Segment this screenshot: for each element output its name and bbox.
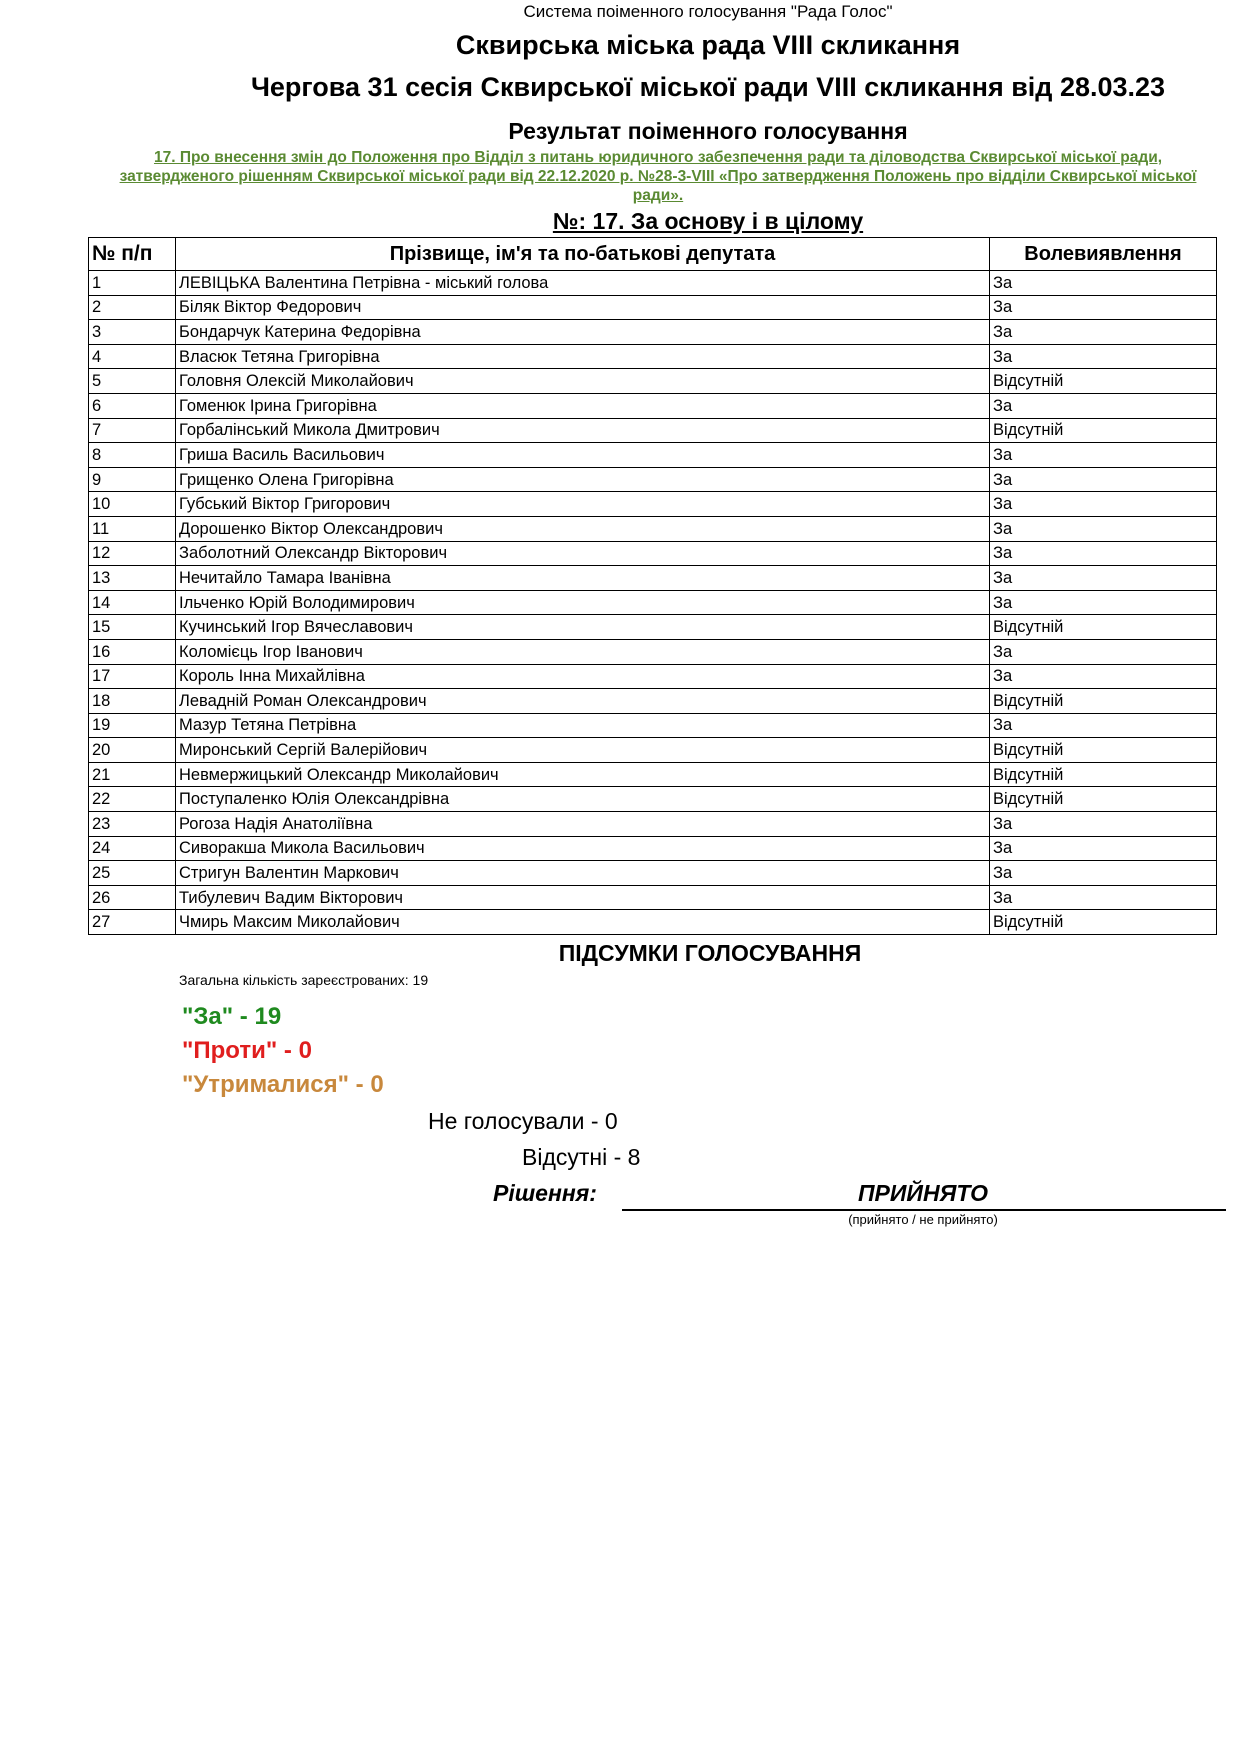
vote-choice: За <box>990 492 1217 517</box>
deputy-name: Король Інна Михайлівна <box>176 664 990 689</box>
row-number: 25 <box>89 861 176 886</box>
deputy-name: ЛЕВІЦЬКА Валентина Петрівна - міський голова <box>176 271 990 296</box>
decision-underline <box>622 1209 1226 1211</box>
row-number: 20 <box>89 738 176 763</box>
deputy-name: Біляк Віктор Федорович <box>176 295 990 320</box>
vote-choice: За <box>990 443 1217 468</box>
deputy-name: Мазур Тетяна Петрівна <box>176 713 990 738</box>
row-number: 4 <box>89 344 176 369</box>
vote-choice: За <box>990 541 1217 566</box>
deputy-name: Левадній Роман Олександрович <box>176 689 990 714</box>
row-number: 24 <box>89 836 176 861</box>
council-title: Сквирська міська рада VIII скликання <box>455 30 961 60</box>
vote-choice: За <box>990 344 1217 369</box>
table-row <box>89 541 1217 566</box>
deputy-name: Поступаленко Юлія Олександрівна <box>176 787 990 812</box>
table-row <box>89 812 1217 837</box>
vote-choice: За <box>990 812 1217 837</box>
row-number: 23 <box>89 812 176 837</box>
table-row <box>89 910 1217 935</box>
row-number: 8 <box>89 443 176 468</box>
system-name: Система поіменного голосування "Рада Голос" <box>523 2 893 21</box>
deputy-name: Бондарчук Катерина Федорівна <box>176 320 990 345</box>
vote-choice: За <box>990 467 1217 492</box>
row-number: 13 <box>89 566 176 591</box>
votes-for: "За" - 19 <box>182 1003 282 1030</box>
result-title: Результат поіменного голосування <box>508 118 908 144</box>
decision-hint: (прийнято / не прийнято) <box>848 1212 998 1227</box>
row-number: 7 <box>89 418 176 443</box>
deputy-name: Тибулевич Вадим Вікторович <box>176 885 990 910</box>
votes-abstained: "Утрималися" - 0 <box>182 1071 384 1098</box>
row-number: 19 <box>89 713 176 738</box>
row-number: 27 <box>89 910 176 935</box>
vote-number: №: 17. За основу і в цілому <box>552 208 864 234</box>
vote-table <box>88 237 1217 935</box>
table-row <box>89 664 1217 689</box>
table-row <box>89 418 1217 443</box>
table-row <box>89 516 1217 541</box>
table-row <box>89 393 1217 418</box>
vote-choice: За <box>990 566 1217 591</box>
row-number: 16 <box>89 639 176 664</box>
deputy-name: Горбалінський Микола Дмитрович <box>176 418 990 443</box>
decision-value: ПРИЙНЯТО <box>858 1180 988 1206</box>
column-number: № п/п <box>89 238 176 271</box>
registered-count: Загальна кількість зареєстрованих: 19 <box>179 972 429 988</box>
agenda-item: 17. Про внесення змін до Положення про Відділ з питань юридичного забезпечення ради та діловодства Сквирської міської ради, затвердженого рішенням Сквирської міської ради від 22.12.2020 р. №28-3-VIII «Про затвердження Положень про відділи Сквирської міської ради». <box>119 149 1197 204</box>
decision-label: Рішення: <box>493 1180 597 1206</box>
deputy-name: Рогоза Надія Анатоліївна <box>176 812 990 837</box>
row-number: 3 <box>89 320 176 345</box>
vote-choice: Відсутній <box>990 418 1217 443</box>
table-row <box>89 615 1217 640</box>
vote-choice: Відсутній <box>990 787 1217 812</box>
row-number: 1 <box>89 271 176 296</box>
deputy-name: Дорошенко Віктор Олександрович <box>176 516 990 541</box>
deputy-name: Чмирь Максим Миколайович <box>176 910 990 935</box>
vote-choice: За <box>990 861 1217 886</box>
vote-choice: За <box>990 516 1217 541</box>
table-row <box>89 787 1217 812</box>
table-row <box>89 369 1217 394</box>
vote-choice: Відсутній <box>990 369 1217 394</box>
row-number: 15 <box>89 615 176 640</box>
table-row <box>89 344 1217 369</box>
table-row <box>89 861 1217 886</box>
table-row <box>89 295 1217 320</box>
absent-count: Відсутні - 8 <box>522 1144 641 1170</box>
vote-choice: За <box>990 885 1217 910</box>
row-number: 6 <box>89 393 176 418</box>
row-number: 14 <box>89 590 176 615</box>
table-header-row <box>89 238 1217 271</box>
summary-title: ПІДСУМКИ ГОЛОСУВАННЯ <box>558 940 862 966</box>
table-row <box>89 836 1217 861</box>
row-number: 9 <box>89 467 176 492</box>
votes-against: "Проти" - 0 <box>182 1037 312 1064</box>
vote-choice: Відсутній <box>990 738 1217 763</box>
vote-choice: Відсутній <box>990 910 1217 935</box>
table-row <box>89 467 1217 492</box>
vote-choice: За <box>990 713 1217 738</box>
table-row <box>89 713 1217 738</box>
vote-choice: Відсутній <box>990 762 1217 787</box>
vote-choice: За <box>990 320 1217 345</box>
row-number: 12 <box>89 541 176 566</box>
table-row <box>89 320 1217 345</box>
deputy-name: Головня Олексій Миколайович <box>176 369 990 394</box>
table-row <box>89 738 1217 763</box>
deputy-name: Грищенко Олена Григорівна <box>176 467 990 492</box>
deputy-name: Заболотний Олександр Вікторович <box>176 541 990 566</box>
vote-choice: За <box>990 271 1217 296</box>
table-row <box>89 639 1217 664</box>
deputy-name: Невмержицький Олександр Миколайович <box>176 762 990 787</box>
vote-choice: За <box>990 836 1217 861</box>
table-row <box>89 885 1217 910</box>
vote-choice: За <box>990 664 1217 689</box>
table-row <box>89 566 1217 591</box>
table-row <box>89 590 1217 615</box>
deputy-name: Губський Віктор Григорович <box>176 492 990 517</box>
session-title: Чергова 31 сесія Сквирської міської ради VIII скликання від 28.03.23 <box>250 72 1166 102</box>
row-number: 2 <box>89 295 176 320</box>
row-number: 11 <box>89 516 176 541</box>
deputy-name: Стригун Валентин Маркович <box>176 861 990 886</box>
row-number: 5 <box>89 369 176 394</box>
row-number: 18 <box>89 689 176 714</box>
vote-rows <box>89 271 1217 935</box>
row-number: 17 <box>89 664 176 689</box>
column-vote: Волевиявлення <box>990 238 1217 271</box>
table-row <box>89 762 1217 787</box>
row-number: 26 <box>89 885 176 910</box>
row-number: 21 <box>89 762 176 787</box>
deputy-name: Коломієць Ігор Іванович <box>176 639 990 664</box>
not-voted-count: Не голосували - 0 <box>428 1108 618 1134</box>
deputy-name: Кучинський Ігор Вячеславович <box>176 615 990 640</box>
table-row <box>89 443 1217 468</box>
row-number: 10 <box>89 492 176 517</box>
deputy-name: Сиворакша Микола Васильович <box>176 836 990 861</box>
vote-choice: За <box>990 393 1217 418</box>
deputy-name: Гриша Василь Васильович <box>176 443 990 468</box>
column-name: Прізвище, ім'я та по-батькові депутата <box>176 238 990 271</box>
deputy-name: Нечитайло Тамара Іванівна <box>176 566 990 591</box>
table-row <box>89 271 1217 296</box>
vote-choice: За <box>990 295 1217 320</box>
vote-choice: За <box>990 639 1217 664</box>
deputy-name: Гоменюк Ірина Григорівна <box>176 393 990 418</box>
vote-choice: Відсутній <box>990 615 1217 640</box>
table-row <box>89 492 1217 517</box>
deputy-name: Миронський Сергій Валерійович <box>176 738 990 763</box>
deputy-name: Власюк Тетяна Григорівна <box>176 344 990 369</box>
table-row <box>89 689 1217 714</box>
deputy-name: Ільченко Юрій Володимирович <box>176 590 990 615</box>
vote-choice: За <box>990 590 1217 615</box>
row-number: 22 <box>89 787 176 812</box>
vote-choice: Відсутній <box>990 689 1217 714</box>
